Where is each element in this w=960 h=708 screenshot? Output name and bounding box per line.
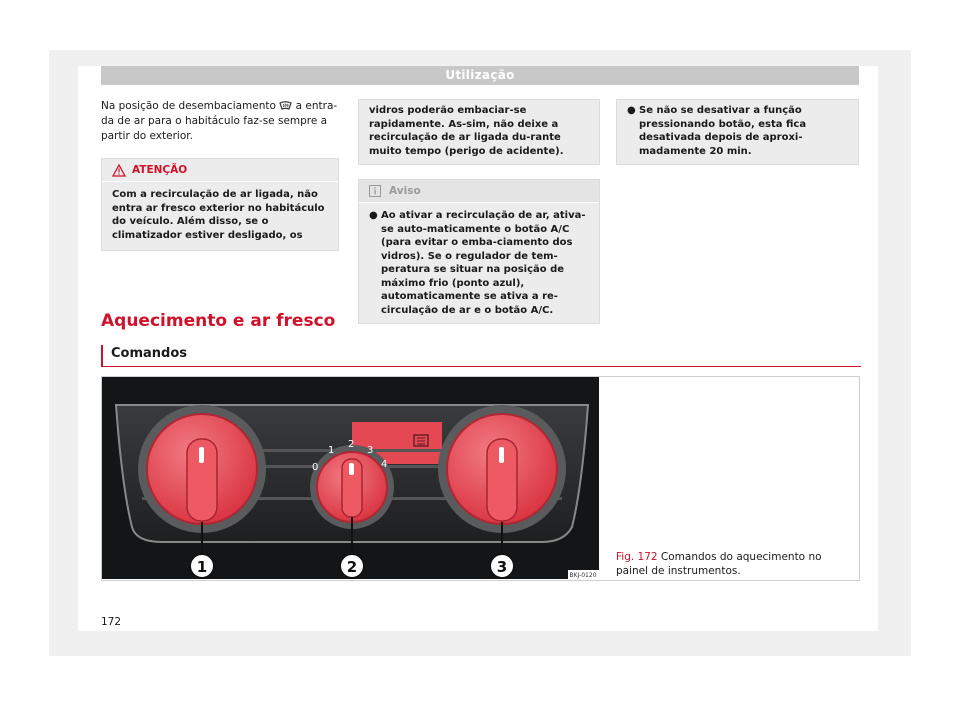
intro-text-a: Na posição de desembaciamento: [101, 100, 276, 112]
column-3: [616, 99, 859, 165]
subsection-heading: [101, 345, 861, 367]
air-distribution-knob[interactable]: [438, 405, 566, 533]
intro-text-b: a entra-da de ar para o habitáculo faz-se sempre a partir do exterior.: [101, 100, 338, 142]
callout-2-label: 2: [346, 558, 358, 576]
temperature-knob[interactable]: [138, 405, 266, 533]
fan-speed-knob[interactable]: [310, 445, 394, 529]
warning-box: [101, 158, 339, 251]
note-continued: [616, 99, 859, 165]
callout-3-label: 3: [496, 558, 508, 576]
note-continued-text: Se não se desativar a função pressionando botão, esta fica desativada depois de aproxi-madamente 20 min.: [639, 105, 807, 157]
column-1: [101, 99, 339, 251]
note-header: [359, 180, 599, 203]
callout-1: [190, 554, 214, 578]
figure-caption: [616, 550, 856, 578]
note-box: [358, 179, 600, 324]
column-2: [358, 99, 600, 324]
bullet-marker: ●: [369, 210, 378, 221]
info-icon: [369, 185, 381, 197]
note-bullet: [359, 203, 599, 323]
page-header: Utilização: [101, 66, 859, 85]
warning-label: ATENÇÃO: [132, 164, 188, 176]
figure-number: Fig. 172: [616, 551, 658, 563]
figure-caption-text: Comandos do aquecimento no painel de instrumentos.: [616, 551, 822, 577]
note-label: Aviso: [389, 185, 421, 197]
warning-header: [102, 159, 338, 182]
fan-speed-4: 4: [381, 459, 388, 470]
figure-code-label: BKJ-0120: [569, 572, 597, 579]
callout-2: [340, 554, 364, 578]
subsection-title: Comandos: [111, 346, 188, 361]
page-number: 172: [101, 616, 122, 628]
windshield-defrost-icon: [279, 101, 292, 112]
intro-paragraph: [101, 99, 339, 144]
heating-controls-photo: [102, 377, 599, 579]
callout-3: [490, 554, 514, 578]
section-title: Aquecimento e ar fresco: [101, 311, 336, 331]
bullet-marker: ●: [627, 105, 636, 116]
figure-code: [568, 570, 599, 579]
fan-speed-1: 1: [328, 445, 335, 456]
warning-triangle-icon: [112, 164, 126, 177]
fan-speed-2: 2: [348, 439, 355, 450]
callout-1-label: 1: [196, 558, 208, 576]
warning-continued: vidros poderão embaciar-se rapidamente. As-sim, não deixe a recirculação de ar ligada du-rante muito tempo (perigo de acidente).: [358, 99, 600, 165]
warning-text: Com a recirculação de ar ligada, não entra ar fresco exterior no habitáculo do veículo. Além disso, se o climatizador estiver desligado, os: [112, 189, 325, 241]
fan-speed-0: 0: [312, 462, 319, 473]
note-text: Ao ativar a recirculação de ar, ativa-se auto-maticamente o botão A/C (para evitar o emba-ciamento dos vidros). Se o regulador de tem-peratura se situar na posição de máximo frio (ponto azul), automaticamente se ativa a re-circulação de ar e o botão A/C.: [381, 210, 586, 316]
fan-speed-3: 3: [367, 445, 374, 456]
